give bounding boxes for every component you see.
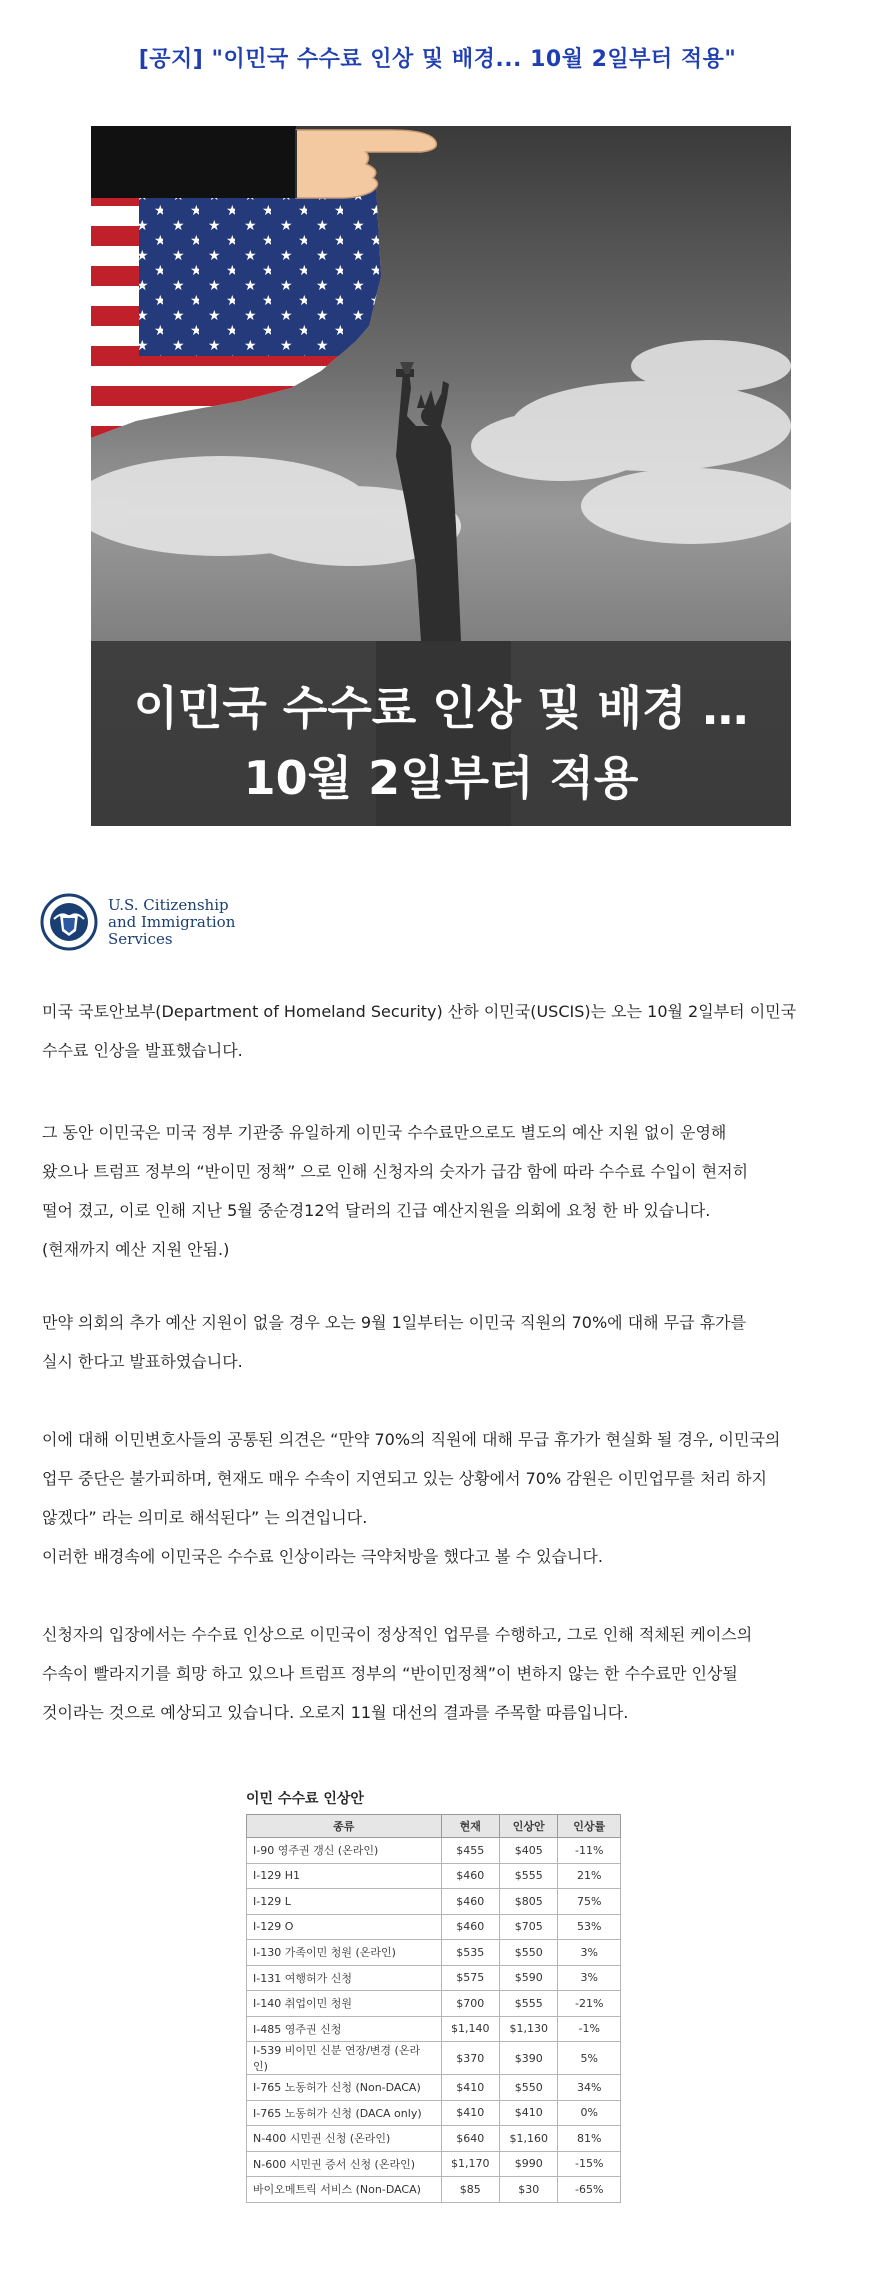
- cell-current: $410: [441, 2100, 499, 2126]
- cell-rate: 21%: [558, 1863, 621, 1889]
- fee-table: [246, 1814, 621, 2203]
- paragraph-line: 신청자의 입장에서는 수수료 인상으로 이민국이 정상적인 업무를 수행하고, 그로 인해 적체된 케이스의: [42, 1625, 753, 1644]
- cell-current: $1,140: [441, 2016, 499, 2042]
- cell-type: 바이오메트릭 서비스 (Non-DACA): [247, 2177, 442, 2203]
- paragraph-line: (현재까지 예산 지원 안됨.): [42, 1240, 230, 1259]
- header-type: 종류: [247, 1815, 442, 1838]
- paragraph-line: 왔으나 트럼프 정부의 “반이민 정책” 으로 인해 신청자의 숫자가 급감 함에 따라 수수료 수입이 현저히: [42, 1162, 749, 1181]
- paragraph-line: 만약 의회의 추가 예산 지원이 없을 경우 오는 9월 1일부터는 이민국 직원의 70%에 대해 무급 휴가를: [42, 1313, 747, 1332]
- cell-type: I-539 비이민 신분 연장/변경 (온라인): [247, 2042, 442, 2075]
- paragraph-5: [42, 1615, 857, 1732]
- table-row: [247, 1965, 621, 1991]
- paragraph-line: 수수료 인상을 발표했습니다.: [42, 1041, 243, 1060]
- cell-rate: -1%: [558, 2016, 621, 2042]
- cell-rate: 3%: [558, 1965, 621, 1991]
- cell-rate: 3%: [558, 1940, 621, 1966]
- cell-type: N-600 시민권 증서 신청 (온라인): [247, 2151, 442, 2177]
- table-row: [247, 1991, 621, 2017]
- cell-type: N-400 시민권 신청 (온라인): [247, 2126, 442, 2152]
- cell-type: I-130 가족이민 청원 (온라인): [247, 1940, 442, 1966]
- cell-rate: -15%: [558, 2151, 621, 2177]
- cell-proposed: $550: [499, 2075, 557, 2101]
- cell-type: I-765 노동허가 신청 (Non-DACA): [247, 2075, 442, 2101]
- hero-banner: [91, 126, 791, 826]
- paragraph-line: 떨어 졌고, 이로 인해 지난 5월 중순경12억 달러의 긴급 예산지원을 의회에 요청 한 바 있습니다.: [42, 1201, 711, 1220]
- cell-proposed: $705: [499, 1914, 557, 1940]
- cell-proposed: $555: [499, 1991, 557, 2017]
- uscis-logo: [40, 893, 300, 953]
- paragraph-line: 수속이 빨라지기를 희망 하고 있으나 트럼프 정부의 “반이민정책”이 변하지 않는 한 수수료만 인상될: [42, 1664, 738, 1683]
- cell-proposed: $390: [499, 2042, 557, 2075]
- table-row: [247, 1889, 621, 1915]
- paragraph-line: 업무 중단은 불가피하며, 현재도 매우 수속이 지연되고 있는 상황에서 70% 감원은 이민업무를 처리 하지: [42, 1469, 768, 1488]
- cell-current: $1,170: [441, 2151, 499, 2177]
- cell-current: $85: [441, 2177, 499, 2203]
- cell-type: I-140 취업이민 청원: [247, 1991, 442, 2017]
- cell-type: I-131 여행허가 신청: [247, 1965, 442, 1991]
- header-current: 현재: [441, 1815, 499, 1838]
- cell-proposed: $590: [499, 1965, 557, 1991]
- cell-rate: -21%: [558, 1991, 621, 2017]
- fee-table-caption: 이민 수수료 인상안: [246, 1791, 364, 1807]
- paragraph-1: [42, 992, 857, 1070]
- cell-current: $640: [441, 2126, 499, 2152]
- cell-current: $700: [441, 1991, 499, 2017]
- cell-proposed: $410: [499, 2100, 557, 2126]
- dhs-seal-icon: [40, 893, 98, 951]
- paragraph-line: 실시 한다고 발표하였습니다.: [42, 1352, 243, 1371]
- table-row: [247, 2042, 621, 2075]
- cell-type: I-90 영주권 갱신 (온라인): [247, 1838, 442, 1864]
- cell-proposed: $805: [499, 1889, 557, 1915]
- hero-caption-line1: 이민국 수수료 인상 및 배경 …: [133, 681, 749, 735]
- table-row: [247, 1914, 621, 1940]
- cell-rate: 75%: [558, 1889, 621, 1915]
- cell-rate: -65%: [558, 2177, 621, 2203]
- paragraph-2: [42, 1113, 857, 1269]
- table-row: [247, 2151, 621, 2177]
- cell-type: I-485 영주권 신청: [247, 2016, 442, 2042]
- paragraph-4: [42, 1420, 857, 1576]
- cell-proposed: $1,160: [499, 2126, 557, 2152]
- fee-table-header-row: [247, 1815, 621, 1838]
- table-row: [247, 2100, 621, 2126]
- cell-current: $535: [441, 1940, 499, 1966]
- table-row: [247, 1863, 621, 1889]
- paragraph-line: 이에 대해 이민변호사들의 공통된 의견은 “만약 70%의 직원에 대해 무급 휴가가 현실화 될 경우, 이민국의: [42, 1430, 781, 1449]
- logo-line2: and Immigration: [108, 913, 236, 931]
- paragraph-line: 않겠다” 라는 의미로 해석된다” 는 의견입니다.: [42, 1508, 368, 1527]
- cell-rate: 81%: [558, 2126, 621, 2152]
- pointing-hand: [91, 126, 436, 198]
- table-row: [247, 2075, 621, 2101]
- cell-current: $575: [441, 1965, 499, 1991]
- cell-rate: 53%: [558, 1914, 621, 1940]
- cell-current: $370: [441, 2042, 499, 2075]
- paragraph-line: 미국 국토안보부(Department of Homeland Security) 산하 이민국(USCIS)는 오는 10월 2일부터 이민국: [42, 1002, 797, 1021]
- post-title: [공지] "이민국 수수료 인상 및 배경... 10월 2일부터 적용": [138, 47, 737, 72]
- cell-rate: 5%: [558, 2042, 621, 2075]
- fee-increase-table: [246, 1788, 621, 2203]
- cell-type: I-129 L: [247, 1889, 442, 1915]
- cell-proposed: $550: [499, 1940, 557, 1966]
- cell-type: I-129 H1: [247, 1863, 442, 1889]
- table-row: [247, 2126, 621, 2152]
- header-proposed: 인상안: [499, 1815, 557, 1838]
- paragraph-line: 것이라는 것으로 예상되고 있습니다. 오로지 11월 대선의 결과를 주목할 따름입니다.: [42, 1703, 629, 1722]
- table-row: [247, 2177, 621, 2203]
- cell-current: $455: [441, 1838, 499, 1864]
- header-rate: 인상률: [558, 1815, 621, 1838]
- table-row: [247, 1838, 621, 1864]
- table-row: [247, 1940, 621, 1966]
- cell-current: $460: [441, 1914, 499, 1940]
- table-row: [247, 2016, 621, 2042]
- cell-proposed: $990: [499, 2151, 557, 2177]
- cell-rate: 0%: [558, 2100, 621, 2126]
- cell-proposed: $405: [499, 1838, 557, 1864]
- cell-current: $460: [441, 1889, 499, 1915]
- cell-type: I-765 노동허가 신청 (DACA only): [247, 2100, 442, 2126]
- logo-line3: Services: [108, 930, 173, 948]
- us-flag: [91, 186, 399, 446]
- cell-proposed: $555: [499, 1863, 557, 1889]
- logo-line1: U.S. Citizenship: [108, 896, 229, 914]
- cell-rate: -11%: [558, 1838, 621, 1864]
- paragraph-line: 그 동안 이민국은 미국 정부 기관중 유일하게 이민국 수수료만으로도 별도의 예산 지원 없이 운영해: [42, 1123, 727, 1142]
- cell-current: $410: [441, 2075, 499, 2101]
- paragraph-line: 이러한 배경속에 이민국은 수수료 인상이라는 극약처방을 했다고 볼 수 있습니다.: [42, 1547, 603, 1566]
- cell-current: $460: [441, 1863, 499, 1889]
- cell-proposed: $1,130: [499, 2016, 557, 2042]
- paragraph-3: [42, 1303, 857, 1381]
- cell-rate: 34%: [558, 2075, 621, 2101]
- cell-type: I-129 O: [247, 1914, 442, 1940]
- hero-caption-line2: 10월 2일부터 적용: [243, 751, 639, 805]
- cell-proposed: $30: [499, 2177, 557, 2203]
- logo-wordmark: [108, 897, 235, 948]
